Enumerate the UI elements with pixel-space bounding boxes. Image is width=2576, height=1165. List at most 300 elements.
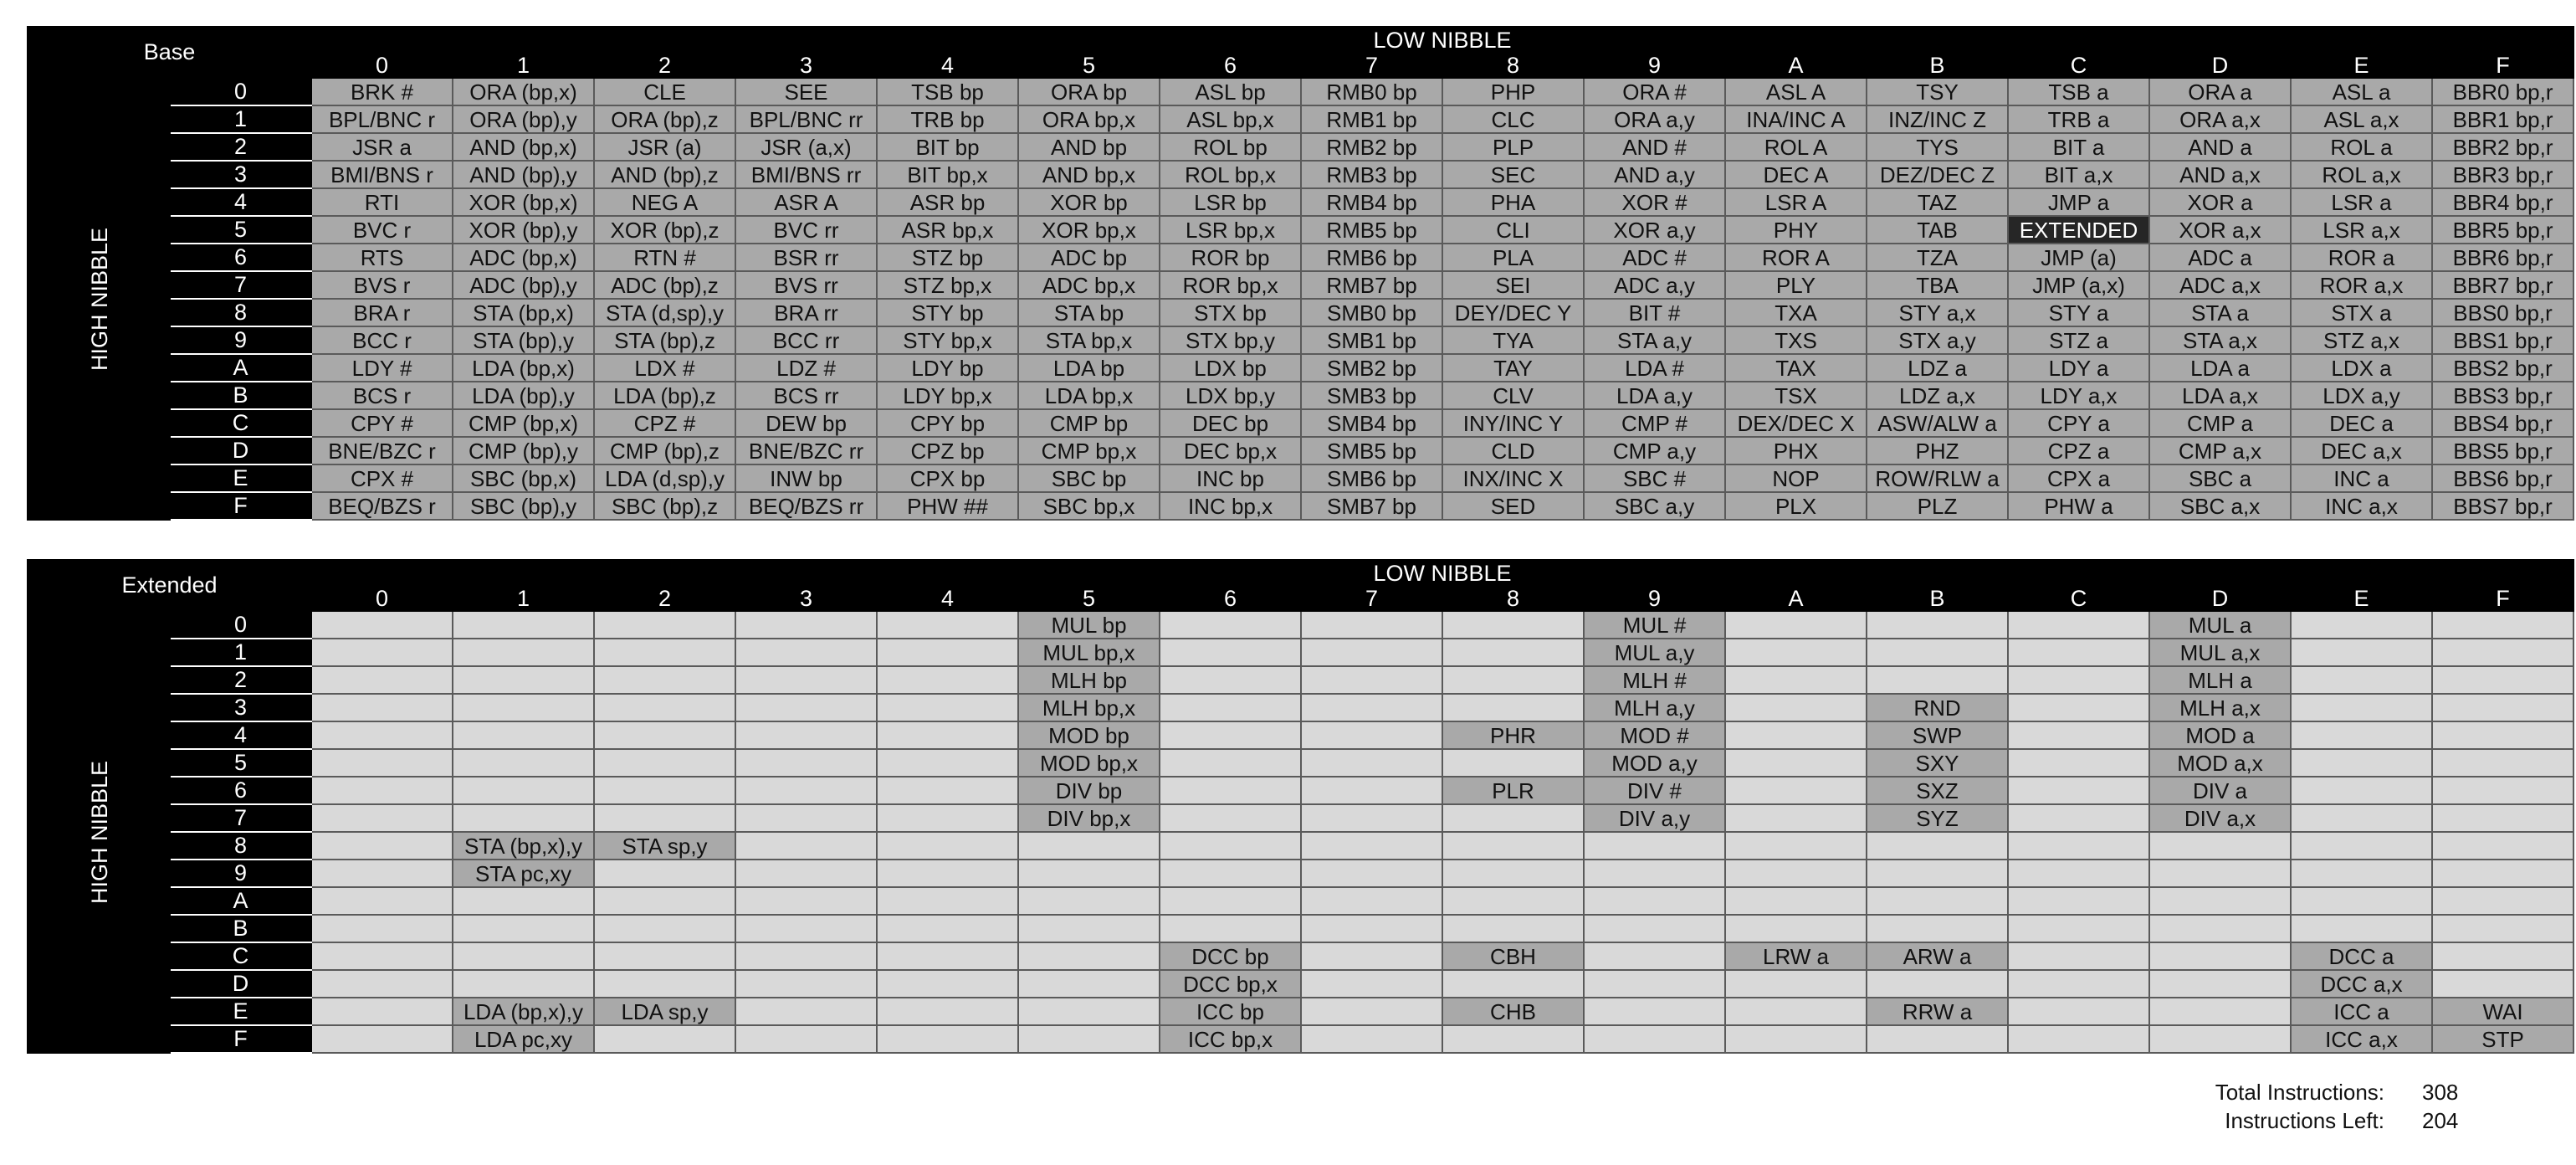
opcode-cell[interactable]: JMP (a) <box>2008 244 2149 271</box>
opcode-cell[interactable]: BIT bp <box>877 133 1018 161</box>
opcode-cell[interactable]: LDX bp,y <box>1160 382 1301 409</box>
opcode-cell[interactable]: CPZ bp <box>877 437 1018 464</box>
opcode-cell[interactable]: ORA # <box>1584 78 1725 105</box>
opcode-cell[interactable]: STA a,y <box>1584 326 1725 354</box>
opcode-cell[interactable]: AND (bp,x) <box>453 133 594 161</box>
opcode-cell[interactable]: WAI <box>2432 998 2573 1025</box>
opcode-cell[interactable]: DEC bp,x <box>1160 437 1301 464</box>
opcode-cell[interactable]: PLY <box>1725 271 1867 299</box>
opcode-cell[interactable]: ADC bp <box>1018 244 1160 271</box>
opcode-cell[interactable]: TAY <box>1442 354 1584 382</box>
opcode-cell[interactable]: LDA (bp),y <box>453 382 594 409</box>
opcode-cell[interactable]: DEX/DEC X <box>1725 409 1867 437</box>
opcode-cell[interactable]: DEC a,x <box>2291 437 2432 464</box>
opcode-cell[interactable]: BBR6 bp,r <box>2432 244 2573 271</box>
opcode-cell[interactable]: INZ/INC Z <box>1867 105 2008 133</box>
opcode-cell[interactable]: SBC (bp),z <box>594 492 735 520</box>
opcode-cell[interactable]: STX bp,y <box>1160 326 1301 354</box>
opcode-cell[interactable]: XOR (bp,x) <box>453 188 594 216</box>
opcode-cell[interactable]: CMP bp,x <box>1018 437 1160 464</box>
opcode-cell[interactable]: AND (bp),z <box>594 161 735 188</box>
opcode-cell[interactable]: PHA <box>1442 188 1584 216</box>
opcode-cell[interactable]: TYA <box>1442 326 1584 354</box>
opcode-cell[interactable]: BCS rr <box>735 382 877 409</box>
opcode-cell[interactable]: BBS2 bp,r <box>2432 354 2573 382</box>
opcode-cell[interactable]: RTS <box>311 244 453 271</box>
opcode-cell[interactable]: STY a <box>2008 299 2149 326</box>
opcode-cell[interactable]: ASR bp,x <box>877 216 1018 244</box>
opcode-cell[interactable]: BNE/BZC r <box>311 437 453 464</box>
opcode-cell[interactable]: MOD a,y <box>1584 749 1725 777</box>
opcode-cell[interactable]: ORA bp <box>1018 78 1160 105</box>
opcode-cell[interactable]: SMB5 bp <box>1301 437 1442 464</box>
opcode-cell[interactable]: JMP (a,x) <box>2008 271 2149 299</box>
opcode-cell[interactable]: BBR4 bp,r <box>2432 188 2573 216</box>
opcode-cell[interactable]: INW bp <box>735 464 877 492</box>
opcode-cell[interactable]: PLA <box>1442 244 1584 271</box>
opcode-cell[interactable]: CMP a,y <box>1584 437 1725 464</box>
opcode-cell[interactable]: BEQ/BZS rr <box>735 492 877 520</box>
opcode-cell[interactable]: ARW a <box>1867 942 2008 970</box>
opcode-cell[interactable]: RMB2 bp <box>1301 133 1442 161</box>
opcode-cell[interactable]: BMI/BNS rr <box>735 161 877 188</box>
opcode-cell[interactable]: CMP a,x <box>2149 437 2291 464</box>
opcode-cell[interactable]: BCS r <box>311 382 453 409</box>
opcode-cell[interactable]: TXS <box>1725 326 1867 354</box>
opcode-cell[interactable]: BBS6 bp,r <box>2432 464 2573 492</box>
opcode-cell[interactable]: LDY a,x <box>2008 382 2149 409</box>
opcode-cell[interactable]: ORA bp,x <box>1018 105 1160 133</box>
opcode-cell[interactable]: JSR (a,x) <box>735 133 877 161</box>
opcode-cell[interactable]: TSY <box>1867 78 2008 105</box>
opcode-cell[interactable]: BPL/BNC r <box>311 105 453 133</box>
opcode-cell[interactable]: ADC a <box>2149 244 2291 271</box>
opcode-cell[interactable]: AND # <box>1584 133 1725 161</box>
opcode-cell[interactable]: LDZ a <box>1867 354 2008 382</box>
opcode-cell[interactable]: NOP <box>1725 464 1867 492</box>
opcode-cell[interactable]: BIT # <box>1584 299 1725 326</box>
opcode-cell[interactable]: STP <box>2432 1025 2573 1053</box>
opcode-cell[interactable]: SBC a <box>2149 464 2291 492</box>
opcode-cell[interactable]: LDX # <box>594 354 735 382</box>
opcode-cell[interactable]: BVS rr <box>735 271 877 299</box>
opcode-cell[interactable]: INY/INC Y <box>1442 409 1584 437</box>
opcode-cell[interactable]: CHB <box>1442 998 1584 1025</box>
opcode-cell[interactable]: CMP # <box>1584 409 1725 437</box>
opcode-cell[interactable]: TSX <box>1725 382 1867 409</box>
opcode-cell[interactable]: BBS3 bp,r <box>2432 382 2573 409</box>
opcode-cell[interactable]: BVC rr <box>735 216 877 244</box>
opcode-cell[interactable]: ROL bp <box>1160 133 1301 161</box>
opcode-cell[interactable]: CPX a <box>2008 464 2149 492</box>
opcode-cell[interactable]: LDA (bp,x),y <box>453 998 594 1025</box>
opcode-cell[interactable]: DIV a,x <box>2149 804 2291 832</box>
opcode-cell[interactable]: BIT bp,x <box>877 161 1018 188</box>
opcode-cell[interactable]: LDY a <box>2008 354 2149 382</box>
opcode-cell[interactable]: SMB1 bp <box>1301 326 1442 354</box>
opcode-cell[interactable]: BRK # <box>311 78 453 105</box>
opcode-cell[interactable]: LRW a <box>1725 942 1867 970</box>
opcode-cell[interactable]: ROW/RLW a <box>1867 464 2008 492</box>
opcode-cell[interactable]: ICC a,x <box>2291 1025 2432 1053</box>
opcode-cell[interactable]: LDA (bp,x) <box>453 354 594 382</box>
opcode-cell[interactable]: RND <box>1867 694 2008 721</box>
opcode-cell[interactable]: BRA r <box>311 299 453 326</box>
opcode-cell[interactable]: CPY a <box>2008 409 2149 437</box>
opcode-cell[interactable]: CPZ # <box>594 409 735 437</box>
opcode-cell[interactable]: XOR a,y <box>1584 216 1725 244</box>
opcode-cell[interactable]: LSR a,x <box>2291 216 2432 244</box>
opcode-cell[interactable]: STX bp <box>1160 299 1301 326</box>
opcode-cell[interactable]: RMB5 bp <box>1301 216 1442 244</box>
opcode-cell[interactable]: SEC <box>1442 161 1584 188</box>
opcode-cell[interactable]: AND (bp),y <box>453 161 594 188</box>
opcode-cell[interactable]: MUL bp <box>1018 611 1160 639</box>
opcode-cell[interactable]: ROL bp,x <box>1160 161 1301 188</box>
opcode-cell[interactable]: CPZ a <box>2008 437 2149 464</box>
opcode-cell[interactable]: CPX bp <box>877 464 1018 492</box>
opcode-cell[interactable]: CMP (bp),y <box>453 437 594 464</box>
opcode-cell[interactable]: BBS7 bp,r <box>2432 492 2573 520</box>
opcode-cell[interactable]: MOD a <box>2149 721 2291 749</box>
opcode-cell[interactable]: BCC rr <box>735 326 877 354</box>
opcode-cell[interactable]: AND bp <box>1018 133 1160 161</box>
opcode-cell[interactable]: LSR bp <box>1160 188 1301 216</box>
opcode-cell[interactable]: LDA a <box>2149 354 2291 382</box>
opcode-cell[interactable]: CMP a <box>2149 409 2291 437</box>
opcode-cell[interactable]: STA sp,y <box>594 832 735 860</box>
opcode-cell[interactable]: JSR (a) <box>594 133 735 161</box>
opcode-cell[interactable]: RRW a <box>1867 998 2008 1025</box>
opcode-cell[interactable]: TSB bp <box>877 78 1018 105</box>
opcode-cell[interactable]: ROR a <box>2291 244 2432 271</box>
opcode-cell[interactable]: INC a <box>2291 464 2432 492</box>
opcode-cell[interactable]: MLH a,y <box>1584 694 1725 721</box>
opcode-cell[interactable]: STZ a,x <box>2291 326 2432 354</box>
opcode-cell[interactable]: CMP (bp,x) <box>453 409 594 437</box>
opcode-cell[interactable]: RMB1 bp <box>1301 105 1442 133</box>
opcode-cell[interactable]: INC a,x <box>2291 492 2432 520</box>
opcode-cell[interactable]: STX a <box>2291 299 2432 326</box>
opcode-cell[interactable]: LDA (d,sp),y <box>594 464 735 492</box>
opcode-cell[interactable]: RTN # <box>594 244 735 271</box>
opcode-cell[interactable]: DIV a,y <box>1584 804 1725 832</box>
opcode-cell[interactable]: LDZ # <box>735 354 877 382</box>
opcode-cell[interactable]: NEG A <box>594 188 735 216</box>
opcode-cell[interactable]: SBC (bp),y <box>453 492 594 520</box>
opcode-cell[interactable]: LDA # <box>1584 354 1725 382</box>
opcode-cell[interactable]: ROR A <box>1725 244 1867 271</box>
opcode-cell[interactable]: STX a,y <box>1867 326 2008 354</box>
opcode-cell[interactable]: ADC (bp,x) <box>453 244 594 271</box>
opcode-cell[interactable]: STA a,x <box>2149 326 2291 354</box>
opcode-cell[interactable]: STA (bp),y <box>453 326 594 354</box>
opcode-cell[interactable]: DIV a <box>2149 777 2291 804</box>
opcode-cell[interactable]: LSR a <box>2291 188 2432 216</box>
opcode-cell[interactable]: ASL a,x <box>2291 105 2432 133</box>
opcode-cell[interactable]: MLH a,x <box>2149 694 2291 721</box>
opcode-cell[interactable]: XOR (bp),z <box>594 216 735 244</box>
opcode-cell[interactable]: BBS1 bp,r <box>2432 326 2573 354</box>
opcode-cell[interactable]: RMB4 bp <box>1301 188 1442 216</box>
opcode-cell[interactable]: ROR bp <box>1160 244 1301 271</box>
opcode-cell[interactable]: CMP bp <box>1018 409 1160 437</box>
opcode-cell[interactable]: ADC bp,x <box>1018 271 1160 299</box>
opcode-cell[interactable]: LDA a,y <box>1584 382 1725 409</box>
opcode-cell[interactable]: TZA <box>1867 244 2008 271</box>
opcode-cell[interactable]: INX/INC X <box>1442 464 1584 492</box>
opcode-cell[interactable]: BBS0 bp,r <box>2432 299 2573 326</box>
opcode-cell[interactable]: TBA <box>1867 271 2008 299</box>
opcode-cell[interactable]: SEI <box>1442 271 1584 299</box>
opcode-cell[interactable]: MUL a <box>2149 611 2291 639</box>
opcode-cell[interactable]: DCC bp <box>1160 942 1301 970</box>
opcode-cell[interactable]: PHY <box>1725 216 1867 244</box>
opcode-cell[interactable]: BBR7 bp,r <box>2432 271 2573 299</box>
opcode-cell[interactable]: PLR <box>1442 777 1584 804</box>
opcode-cell[interactable]: STZ a <box>2008 326 2149 354</box>
opcode-cell[interactable]: BVS r <box>311 271 453 299</box>
opcode-cell[interactable]: CLC <box>1442 105 1584 133</box>
opcode-cell[interactable]: TAZ <box>1867 188 2008 216</box>
opcode-cell[interactable]: STZ bp <box>877 244 1018 271</box>
opcode-cell[interactable]: DEC A <box>1725 161 1867 188</box>
opcode-cell[interactable]: CPY # <box>311 409 453 437</box>
opcode-cell[interactable]: SBC a,y <box>1584 492 1725 520</box>
opcode-cell[interactable]: ASR bp <box>877 188 1018 216</box>
opcode-cell[interactable]: JMP a <box>2008 188 2149 216</box>
opcode-cell[interactable]: STA a <box>2149 299 2291 326</box>
opcode-cell[interactable]: STY bp,x <box>877 326 1018 354</box>
opcode-cell[interactable]: PHX <box>1725 437 1867 464</box>
opcode-cell[interactable]: BBS5 bp,r <box>2432 437 2573 464</box>
opcode-cell[interactable]: ASL bp,x <box>1160 105 1301 133</box>
opcode-cell[interactable]: DIV # <box>1584 777 1725 804</box>
opcode-cell[interactable]: ASL A <box>1725 78 1867 105</box>
opcode-cell[interactable]: STA bp,x <box>1018 326 1160 354</box>
opcode-cell[interactable]: BEQ/BZS r <box>311 492 453 520</box>
opcode-cell[interactable]: SMB4 bp <box>1301 409 1442 437</box>
opcode-cell[interactable]: SMB7 bp <box>1301 492 1442 520</box>
opcode-cell[interactable]: INA/INC A <box>1725 105 1867 133</box>
opcode-cell[interactable]: DCC bp,x <box>1160 970 1301 998</box>
opcode-cell[interactable]: ICC bp,x <box>1160 1025 1301 1053</box>
opcode-cell[interactable]: TSB a <box>2008 78 2149 105</box>
opcode-cell[interactable]: AND a,y <box>1584 161 1725 188</box>
opcode-cell[interactable]: SMB3 bp <box>1301 382 1442 409</box>
opcode-cell[interactable]: DCC a <box>2291 942 2432 970</box>
opcode-cell[interactable]: CLD <box>1442 437 1584 464</box>
opcode-cell[interactable]: BCC r <box>311 326 453 354</box>
opcode-cell[interactable]: MOD a,x <box>2149 749 2291 777</box>
opcode-cell[interactable]: XOR bp,x <box>1018 216 1160 244</box>
opcode-cell[interactable]: ASR A <box>735 188 877 216</box>
opcode-cell[interactable]: RMB0 bp <box>1301 78 1442 105</box>
opcode-cell[interactable]: ICC bp <box>1160 998 1301 1025</box>
opcode-cell[interactable]: BBR2 bp,r <box>2432 133 2573 161</box>
opcode-cell[interactable]: PHZ <box>1867 437 2008 464</box>
opcode-cell[interactable]: LDA sp,y <box>594 998 735 1025</box>
opcode-cell[interactable]: MUL # <box>1584 611 1725 639</box>
opcode-cell[interactable]: LDY # <box>311 354 453 382</box>
opcode-cell[interactable]: SEE <box>735 78 877 105</box>
opcode-cell[interactable]: BBR3 bp,r <box>2432 161 2573 188</box>
opcode-cell[interactable]: JSR a <box>311 133 453 161</box>
opcode-cell[interactable]: DCC a,x <box>2291 970 2432 998</box>
opcode-cell[interactable]: MOD # <box>1584 721 1725 749</box>
opcode-cell[interactable]: CLI <box>1442 216 1584 244</box>
opcode-cell[interactable]: ADC (bp),y <box>453 271 594 299</box>
opcode-cell[interactable]: MUL a,x <box>2149 639 2291 666</box>
opcode-cell[interactable]: LDA bp <box>1018 354 1160 382</box>
opcode-cell[interactable]: SBC # <box>1584 464 1725 492</box>
opcode-cell[interactable]: MOD bp,x <box>1018 749 1160 777</box>
opcode-cell[interactable]: SXY <box>1867 749 2008 777</box>
opcode-cell[interactable]: BBR1 bp,r <box>2432 105 2573 133</box>
opcode-cell[interactable]: ROL a <box>2291 133 2432 161</box>
opcode-cell[interactable]: PLP <box>1442 133 1584 161</box>
opcode-cell[interactable]: RMB3 bp <box>1301 161 1442 188</box>
opcode-cell[interactable]: CBH <box>1442 942 1584 970</box>
opcode-cell[interactable]: STY a,x <box>1867 299 2008 326</box>
opcode-cell[interactable]: LDX bp <box>1160 354 1301 382</box>
opcode-cell[interactable]: MLH bp,x <box>1018 694 1160 721</box>
opcode-cell[interactable]: SMB2 bp <box>1301 354 1442 382</box>
opcode-cell[interactable]: ROL A <box>1725 133 1867 161</box>
opcode-cell[interactable]: ADC # <box>1584 244 1725 271</box>
opcode-cell[interactable]: DIV bp <box>1018 777 1160 804</box>
opcode-cell[interactable]: SXZ <box>1867 777 2008 804</box>
opcode-cell[interactable]: MUL a,y <box>1584 639 1725 666</box>
opcode-cell[interactable]: STY bp <box>877 299 1018 326</box>
opcode-cell[interactable]: STA (bp,x) <box>453 299 594 326</box>
opcode-cell[interactable]: ADC a,y <box>1584 271 1725 299</box>
opcode-cell[interactable]: LDX a <box>2291 354 2432 382</box>
opcode-cell[interactable]: ASW/ALW a <box>1867 409 2008 437</box>
opcode-cell[interactable]: CPY bp <box>877 409 1018 437</box>
opcode-cell[interactable]: DEC bp <box>1160 409 1301 437</box>
opcode-cell[interactable]: XOR bp <box>1018 188 1160 216</box>
opcode-cell[interactable]: TXA <box>1725 299 1867 326</box>
opcode-cell[interactable]: ROR bp,x <box>1160 271 1301 299</box>
opcode-cell[interactable]: PLX <box>1725 492 1867 520</box>
opcode-cell[interactable]: PLZ <box>1867 492 2008 520</box>
opcode-cell[interactable]: PHW a <box>2008 492 2149 520</box>
opcode-cell[interactable]: DIV bp,x <box>1018 804 1160 832</box>
opcode-cell[interactable]: CLE <box>594 78 735 105</box>
opcode-cell[interactable]: SMB0 bp <box>1301 299 1442 326</box>
opcode-cell[interactable]: BBR0 bp,r <box>2432 78 2573 105</box>
opcode-cell[interactable]: MLH # <box>1584 666 1725 694</box>
opcode-cell[interactable]: LDA (bp),z <box>594 382 735 409</box>
opcode-cell[interactable]: AND bp,x <box>1018 161 1160 188</box>
opcode-cell[interactable]: TYS <box>1867 133 2008 161</box>
opcode-cell[interactable]: RTI <box>311 188 453 216</box>
opcode-cell[interactable]: EXTENDED <box>2008 216 2149 244</box>
opcode-cell[interactable]: ORA a,y <box>1584 105 1725 133</box>
opcode-cell[interactable]: LDZ a,x <box>1867 382 2008 409</box>
opcode-cell[interactable]: BVC r <box>311 216 453 244</box>
opcode-cell[interactable]: ASL bp <box>1160 78 1301 105</box>
opcode-cell[interactable]: TRB a <box>2008 105 2149 133</box>
opcode-cell[interactable]: INC bp <box>1160 464 1301 492</box>
opcode-cell[interactable]: LSR bp,x <box>1160 216 1301 244</box>
opcode-cell[interactable]: INC bp,x <box>1160 492 1301 520</box>
opcode-cell[interactable]: BBR5 bp,r <box>2432 216 2573 244</box>
opcode-cell[interactable]: RMB7 bp <box>1301 271 1442 299</box>
opcode-cell[interactable]: MUL bp,x <box>1018 639 1160 666</box>
opcode-cell[interactable]: LDY bp <box>877 354 1018 382</box>
opcode-cell[interactable]: DEY/DEC Y <box>1442 299 1584 326</box>
opcode-cell[interactable]: BIT a <box>2008 133 2149 161</box>
opcode-cell[interactable]: SYZ <box>1867 804 2008 832</box>
opcode-cell[interactable]: TAX <box>1725 354 1867 382</box>
opcode-cell[interactable]: DEC a <box>2291 409 2432 437</box>
opcode-cell[interactable]: BIT a,x <box>2008 161 2149 188</box>
opcode-cell[interactable]: SWP <box>1867 721 2008 749</box>
opcode-cell[interactable]: ORA (bp),y <box>453 105 594 133</box>
opcode-cell[interactable]: AND a <box>2149 133 2291 161</box>
opcode-cell[interactable]: LDX a,y <box>2291 382 2432 409</box>
opcode-cell[interactable]: ASL a <box>2291 78 2432 105</box>
opcode-cell[interactable]: XOR a,x <box>2149 216 2291 244</box>
opcode-cell[interactable]: BNE/BZC rr <box>735 437 877 464</box>
opcode-cell[interactable]: LDA pc,xy <box>453 1025 594 1053</box>
opcode-cell[interactable]: SBC a,x <box>2149 492 2291 520</box>
opcode-cell[interactable]: DEW bp <box>735 409 877 437</box>
opcode-cell[interactable]: ORA a,x <box>2149 105 2291 133</box>
opcode-cell[interactable]: ADC (bp),z <box>594 271 735 299</box>
opcode-cell[interactable]: SBC (bp,x) <box>453 464 594 492</box>
opcode-cell[interactable]: CMP (bp),z <box>594 437 735 464</box>
opcode-cell[interactable]: BSR rr <box>735 244 877 271</box>
opcode-cell[interactable]: PHW ## <box>877 492 1018 520</box>
opcode-cell[interactable]: MLH a <box>2149 666 2291 694</box>
opcode-cell[interactable]: ORA (bp),z <box>594 105 735 133</box>
opcode-cell[interactable]: BBS4 bp,r <box>2432 409 2573 437</box>
opcode-cell[interactable]: RMB6 bp <box>1301 244 1442 271</box>
opcode-cell[interactable]: LDA bp,x <box>1018 382 1160 409</box>
opcode-cell[interactable]: XOR # <box>1584 188 1725 216</box>
opcode-cell[interactable]: BRA rr <box>735 299 877 326</box>
opcode-cell[interactable]: SED <box>1442 492 1584 520</box>
opcode-cell[interactable]: MOD bp <box>1018 721 1160 749</box>
opcode-cell[interactable]: TAB <box>1867 216 2008 244</box>
opcode-cell[interactable]: SBC bp,x <box>1018 492 1160 520</box>
opcode-cell[interactable]: ORA (bp,x) <box>453 78 594 105</box>
opcode-cell[interactable]: MLH bp <box>1018 666 1160 694</box>
opcode-cell[interactable]: XOR (bp),y <box>453 216 594 244</box>
opcode-cell[interactable]: STA (d,sp),y <box>594 299 735 326</box>
opcode-cell[interactable]: SBC bp <box>1018 464 1160 492</box>
opcode-cell[interactable]: STA (bp,x),y <box>453 832 594 860</box>
opcode-cell[interactable]: XOR a <box>2149 188 2291 216</box>
opcode-cell[interactable]: LDY bp,x <box>877 382 1018 409</box>
opcode-cell[interactable]: AND a,x <box>2149 161 2291 188</box>
opcode-cell[interactable]: ICC a <box>2291 998 2432 1025</box>
opcode-cell[interactable]: STZ bp,x <box>877 271 1018 299</box>
opcode-cell[interactable]: TRB bp <box>877 105 1018 133</box>
opcode-cell[interactable]: ORA a <box>2149 78 2291 105</box>
opcode-cell[interactable]: STA pc,xy <box>453 860 594 887</box>
opcode-cell[interactable]: BMI/BNS r <box>311 161 453 188</box>
opcode-cell[interactable]: ROL a,x <box>2291 161 2432 188</box>
opcode-cell[interactable]: STA (bp),z <box>594 326 735 354</box>
opcode-cell[interactable]: LDA a,x <box>2149 382 2291 409</box>
opcode-cell[interactable]: ROR a,x <box>2291 271 2432 299</box>
opcode-cell[interactable]: ADC a,x <box>2149 271 2291 299</box>
opcode-cell[interactable]: DEZ/DEC Z <box>1867 161 2008 188</box>
